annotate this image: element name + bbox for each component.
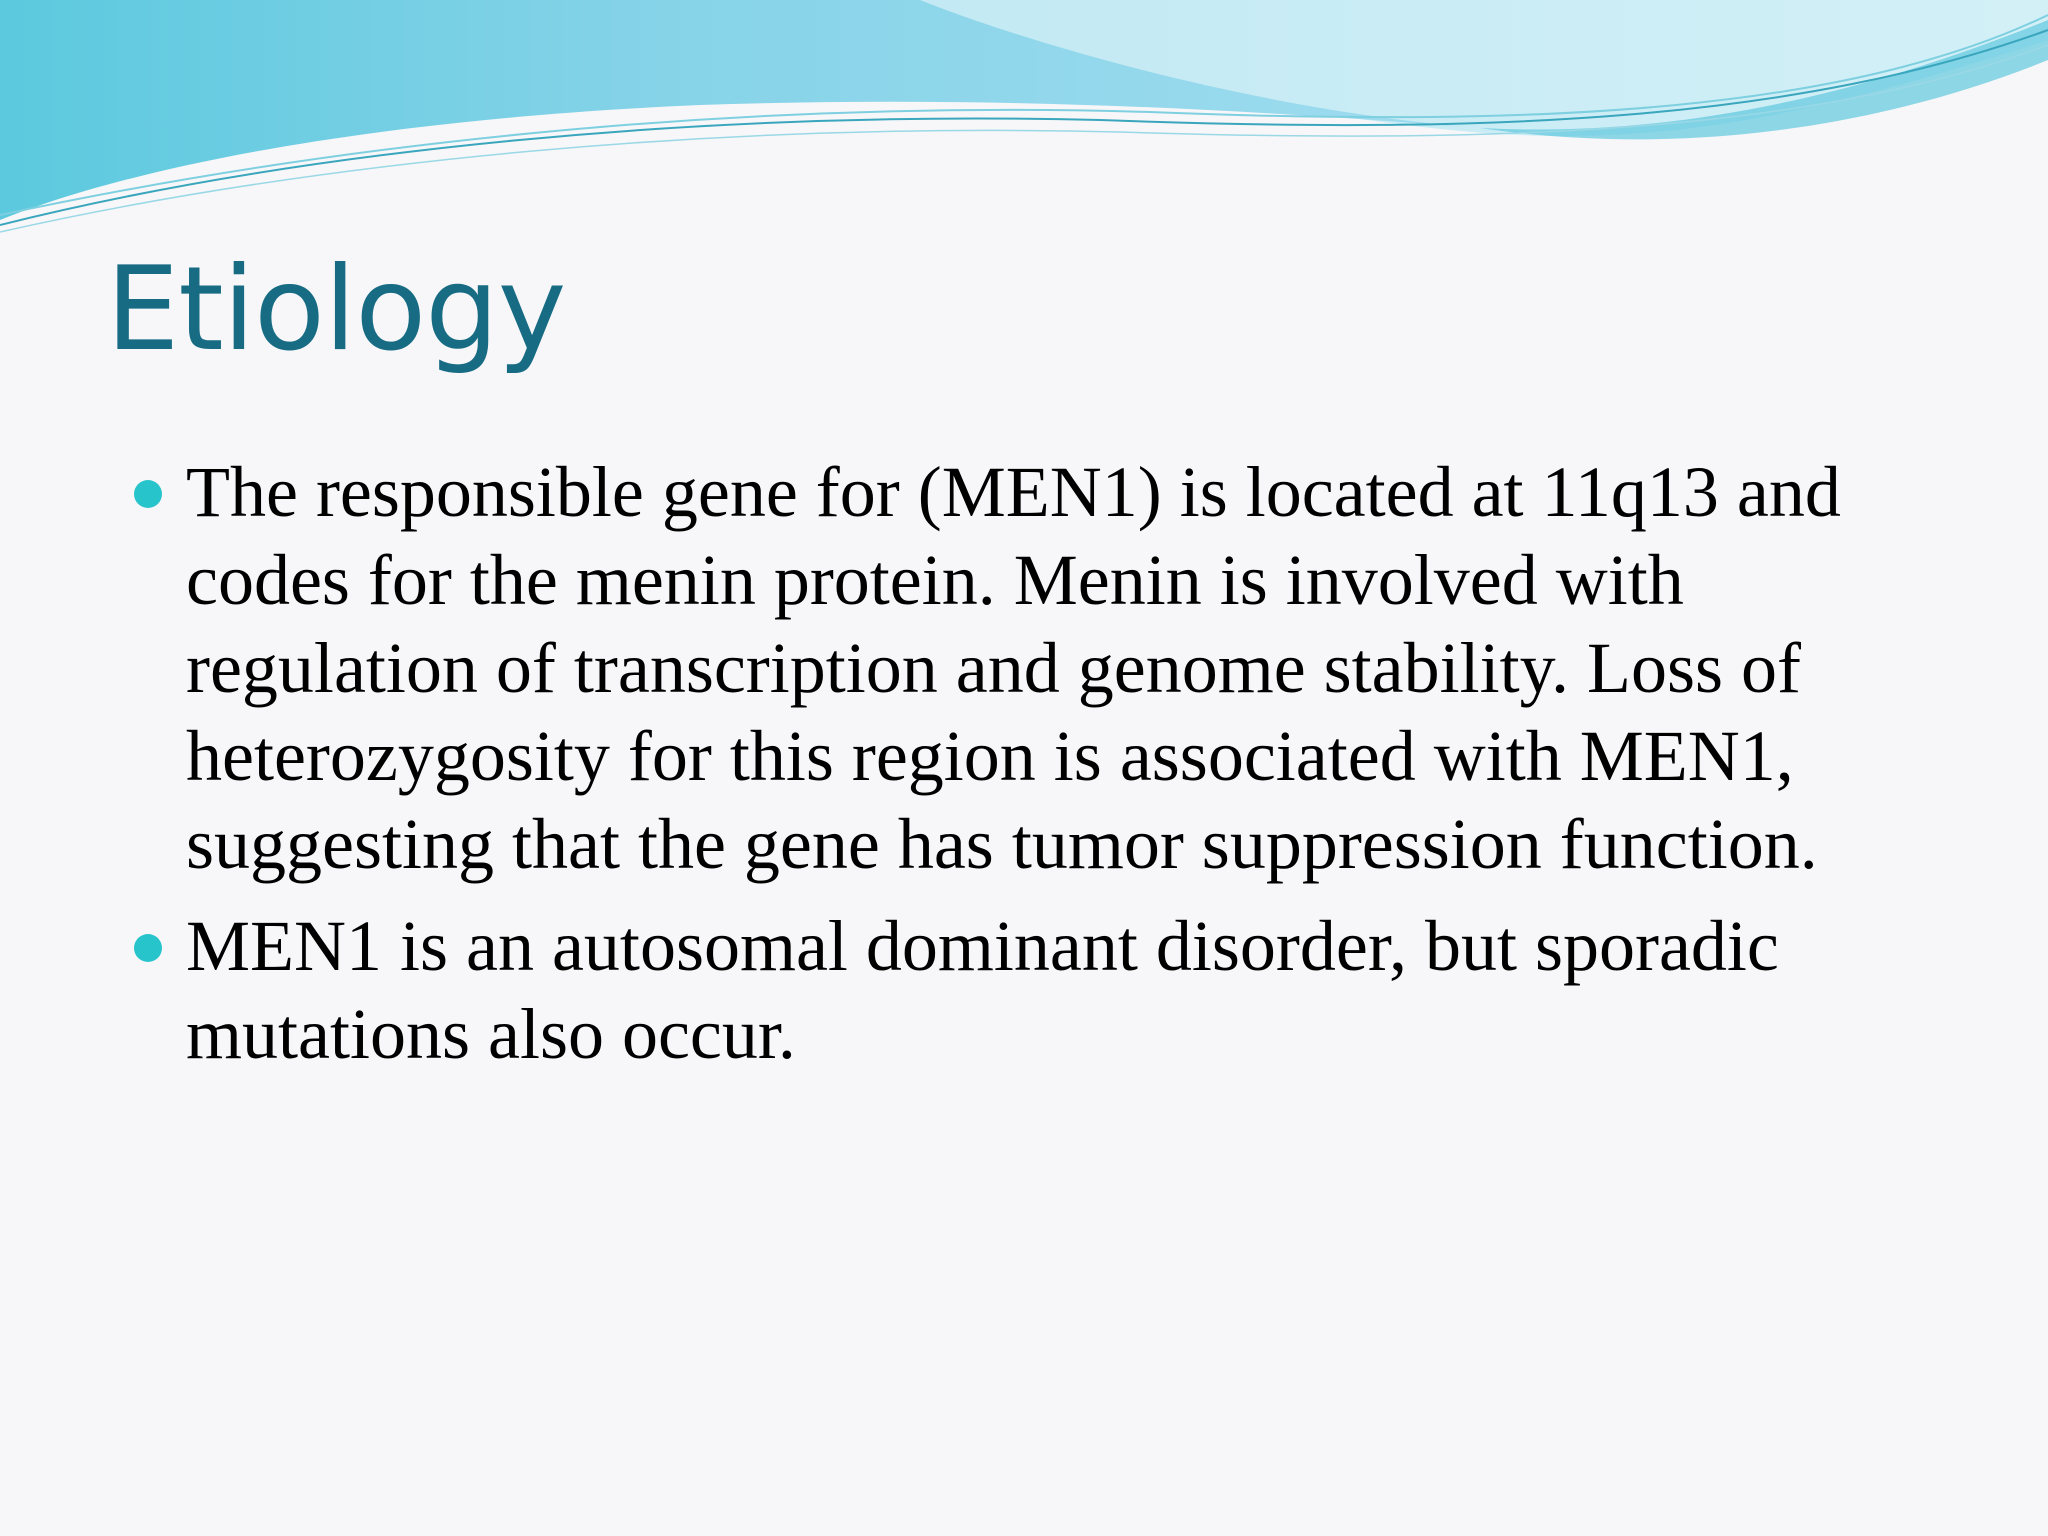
bullet-text: MEN1 is an autosomal dominant disorder, but sporadic mutations also occur. xyxy=(186,906,1779,1074)
decorative-wave-header xyxy=(0,0,2048,240)
bullet-list xyxy=(124,448,1924,1092)
bullet-text: The responsible gene for (MEN1) is located at 11q13 and codes for the menin protein. Menin is involved with regulation of transcription and genome stability. Loss of heterozygosity for this region is associated with MEN1, suggesting that the gene has tumor suppression function. xyxy=(186,452,1841,884)
bullet-item xyxy=(124,902,1924,1078)
bullet-dot-icon xyxy=(134,934,162,962)
bullet-item xyxy=(124,448,1924,888)
slide-title: Etiology xyxy=(106,242,566,377)
bullet-dot-icon xyxy=(134,480,162,508)
